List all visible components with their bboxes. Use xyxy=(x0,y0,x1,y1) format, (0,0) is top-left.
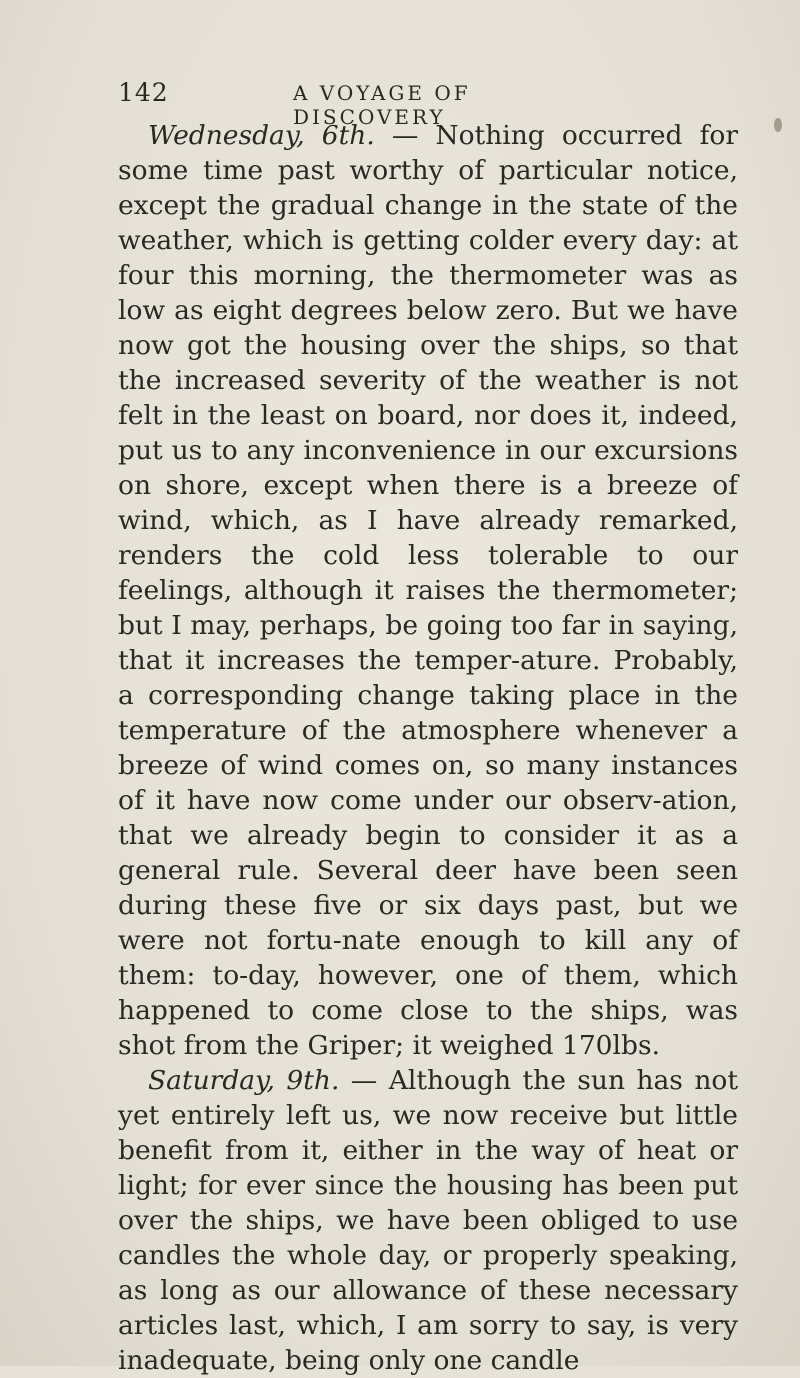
body-text xyxy=(118,118,738,1378)
paragraph-wednesday xyxy=(118,118,738,1063)
paper-stain xyxy=(774,118,782,132)
page-header xyxy=(118,78,618,129)
entry-text: — Although the sun has not yet entirely left us, we now receive but little benefit from it, either in the way of heat or light; for ever since the housing has been put over the ships, we have been obliged to use candles the whole day, or properly speaking, as long as our allowance of these necessary articles last, which, I am sorry to say, is very inadequate, being only one candle xyxy=(118,1065,738,1376)
entry-date: Wednesday, 6th. xyxy=(148,120,375,151)
running-head: A VOYAGE OF DISCOVERY xyxy=(293,81,471,129)
entry-text: — Nothing occurred for some time past worthy of particular notice, except the gradual change in the state of the weather, which is getting colder every day: at four this morning, the thermometer was as low as eight degrees below zero. But we have now got the housing over the ships, so that the increased severity of the weather is not felt in the least on board, nor does it, indeed, put us to any inconvenience in our excursions on shore, except when there is a breeze of wind, which, as I have already remarked, renders the cold less tolerable to our feelings, although it raises the thermometer; but I may, perhaps, be going too far in saying, that it increases the temper-ature. Probably, a corresponding change taking place in the temperature of the atmosphere whenever a breeze of wind comes on, so many instances of it have now come under our observ-ation, that we already begin to consider it as a general rule. Several deer have been seen during these five or six days past, but we were not fortu-nate enough to kill any of them: to-day, however, one of them, which happened to come close to the ships, was shot from the Griper; it weighed 170lbs. xyxy=(118,120,738,1061)
page-number: 142 xyxy=(118,78,169,107)
paragraph-saturday xyxy=(118,1063,738,1378)
entry-date: Saturday, 9th. xyxy=(148,1065,340,1096)
